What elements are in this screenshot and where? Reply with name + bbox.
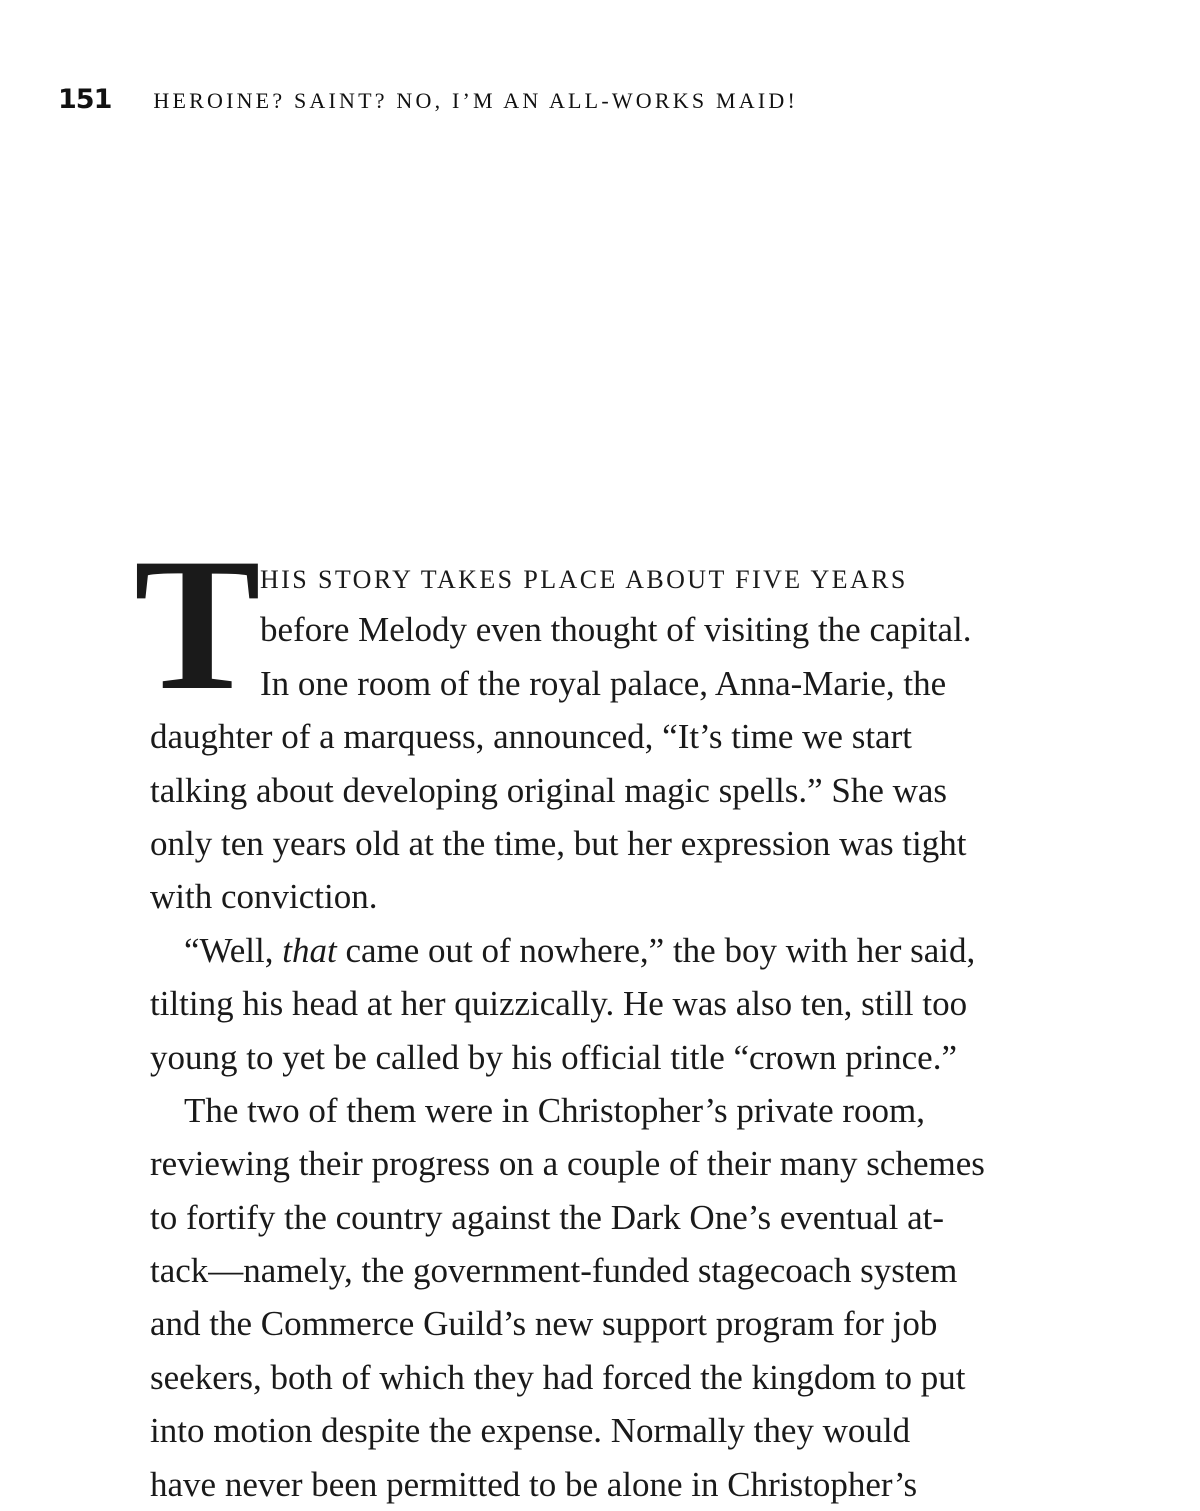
text-line (150, 1084, 1010, 1137)
book-title: HEROINE? SAINT? NO, I’M AN ALL-WORKS MAID! (153, 88, 798, 113)
text-line: have never been permitted to be alone in Christopher’s (150, 1464, 918, 1504)
text-line: with conviction. (150, 877, 378, 917)
text-line: In one room of the royal palace, Anna-Marie, the (260, 663, 947, 703)
drop-cap: T (134, 520, 261, 730)
text-line: to fortify the country against the Dark One’s eventual at- (150, 1197, 945, 1237)
lead-small-caps: HIS STORY TAKES PLACE ABOUT FIVE YEARS (260, 565, 908, 594)
text-segment: The two of them were in Christopher’s private room, (184, 1090, 925, 1130)
text-line: reviewing their progress on a couple of their many schemes (150, 1144, 985, 1184)
text-line: daughter of a marquess, announced, “It’s time we start (150, 717, 912, 757)
italic-text: that (282, 930, 337, 970)
text-line: seekers, both of which they had forced the kingdom to put (150, 1357, 966, 1397)
text-line: before Melody even thought of visiting the capital. (260, 610, 972, 650)
page-number: 151 (58, 84, 112, 115)
text-line: into motion despite the expense. Normally they would (150, 1411, 911, 1451)
text-line (150, 550, 1010, 603)
text-line: only ten years old at the time, but her expression was tight (150, 823, 967, 863)
text-line: tilting his head at her quizzically. He was also ten, still too (150, 984, 968, 1024)
text-segment: “Well, (184, 930, 283, 970)
text-line: talking about developing original magic spells.” She was (150, 770, 948, 810)
text-segment: came out of nowhere,” the boy with her said, (336, 930, 976, 970)
text-line: young to yet be called by his official title “crown prince.” (150, 1037, 957, 1077)
text-line: tack—namely, the government-funded stagecoach system (150, 1251, 958, 1291)
text-line: and the Commerce Guild’s new support program for job (150, 1304, 938, 1344)
text-line (150, 924, 1010, 977)
running-head (58, 84, 798, 118)
body-text (134, 520, 1010, 1511)
